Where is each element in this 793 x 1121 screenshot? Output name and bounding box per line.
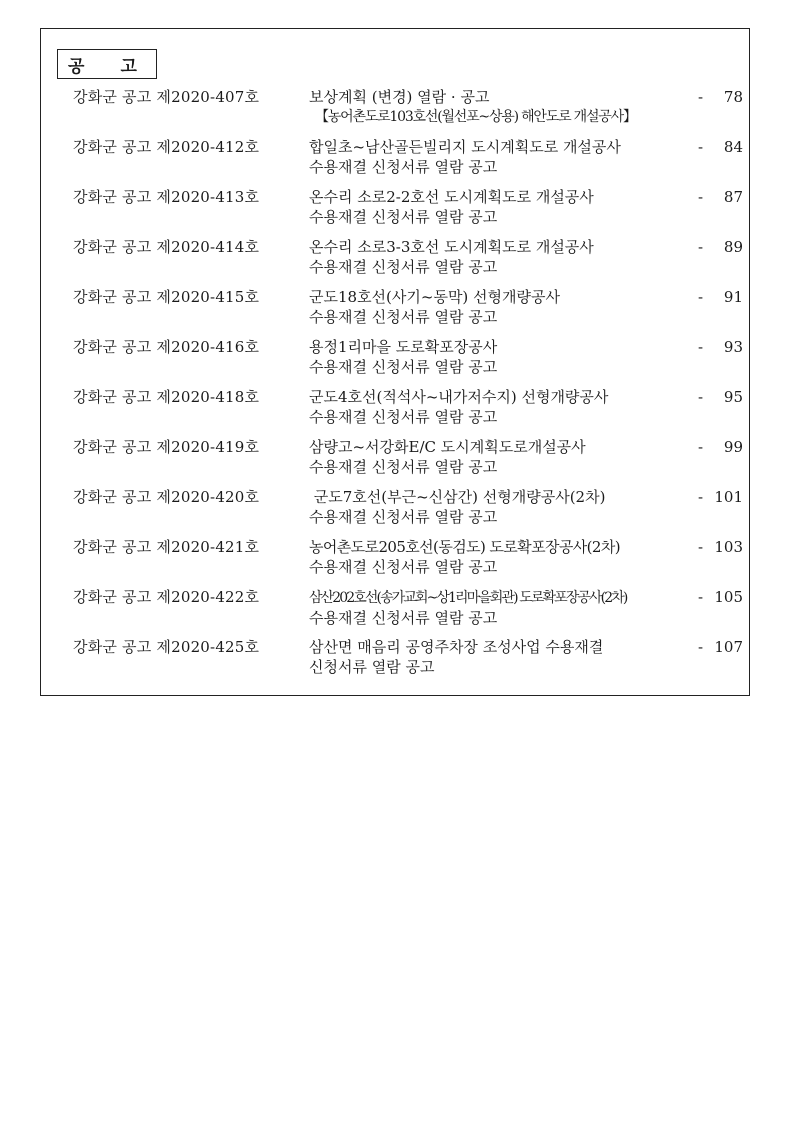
notice-title-line-1: 온수리 소로3-3호선 도시계획도로 개설공사: [309, 238, 594, 256]
leader-dash: -: [698, 138, 704, 156]
notice-title: [309, 337, 497, 377]
page-number: 95: [723, 388, 743, 406]
leader-dash: -: [698, 588, 704, 606]
leader-dash: -: [698, 338, 704, 356]
notice-title: [309, 387, 608, 427]
notice-entry: [41, 437, 749, 487]
page-number: 87: [723, 188, 743, 206]
notice-entry: [41, 87, 749, 137]
notice-title-line-2: 【농어촌도로103호선(월선포~상용) 해안도로 개설공사】: [315, 109, 636, 125]
notice-entry: [41, 287, 749, 337]
notice-title-line-2: 수용재결 신청서류 열람 공고: [309, 408, 498, 426]
notice-title-line-2: 수용재결 신청서류 열람 공고: [309, 558, 498, 576]
notice-title-line-1: 삼량고~서강화E/C 도시계획도로개설공사: [309, 438, 586, 456]
notice-number: 강화군 공고 제2020-418호: [73, 388, 260, 406]
notice-title-line-1: 보상계획 (변경) 열람 · 공고: [309, 88, 490, 106]
notice-number: 강화군 공고 제2020-407호: [73, 88, 260, 106]
notice-title-line-1: 삼산202호선(송가교회~상1리마을회관) 도로확포장공사(2차): [309, 590, 627, 606]
notice-entry: [41, 637, 749, 687]
notice-title: [309, 187, 594, 227]
page-number: 84: [723, 138, 743, 156]
notice-title: [309, 637, 603, 677]
notice-title: [309, 137, 621, 177]
notice-number: 강화군 공고 제2020-412호: [73, 138, 260, 156]
notice-number: 강화군 공고 제2020-413호: [73, 188, 260, 206]
leader-dash: -: [698, 438, 704, 456]
notice-number: 강화군 공고 제2020-422호: [73, 588, 260, 606]
leader-dash: -: [698, 288, 704, 306]
notice-number: 강화군 공고 제2020-425호: [73, 638, 260, 656]
notice-number: 강화군 공고 제2020-414호: [73, 238, 260, 256]
notice-title: [309, 87, 636, 127]
notice-number: 강화군 공고 제2020-419호: [73, 438, 260, 456]
notice-title-line-2: 수용재결 신청서류 열람 공고: [309, 258, 498, 276]
notice-title: [309, 537, 620, 577]
notice-title-line-1: 온수리 소로2-2호선 도시계획도로 개설공사: [309, 188, 594, 206]
notice-title: [309, 587, 626, 628]
notice-entry: [41, 487, 749, 537]
page-number: 89: [723, 238, 743, 256]
leader-dash: -: [698, 238, 704, 256]
notice-title: [309, 237, 594, 277]
notice-entry: [41, 587, 749, 637]
notice-title-line-1: 농어촌도로205호선(동검도) 도로확포장공사(2차): [309, 538, 620, 556]
notice-title: [309, 487, 605, 527]
page-number: 105: [714, 588, 743, 606]
notice-title-line-2: 수용재결 신청서류 열람 공고: [309, 508, 498, 526]
notice-title-line-2: 수용재결 신청서류 열람 공고: [309, 158, 498, 176]
notice-title-line-1: 군도18호선(사기~동막) 선형개량공사: [309, 288, 560, 306]
leader-dash: -: [698, 388, 704, 406]
notice-entry: [41, 337, 749, 387]
leader-dash: -: [698, 88, 704, 106]
page-number: 99: [723, 438, 743, 456]
leader-dash: -: [698, 538, 704, 556]
leader-dash: -: [698, 488, 704, 506]
page-number: 101: [714, 488, 743, 506]
notice-title-line-1: 용정1리마을 도로확포장공사: [309, 338, 498, 356]
notice-entry: [41, 237, 749, 287]
notice-title: [309, 437, 586, 477]
notice-title-line-2: 수용재결 신청서류 열람 공고: [309, 609, 498, 627]
notice-title-line-2: 수용재결 신청서류 열람 공고: [309, 308, 498, 326]
notice-title-line-1: 군도4호선(적석사~내가저수지) 선형개량공사: [309, 388, 609, 406]
notice-number: 강화군 공고 제2020-415호: [73, 288, 260, 306]
notice-title-line-2: 수용재결 신청서류 열람 공고: [309, 458, 498, 476]
notice-number: 강화군 공고 제2020-421호: [73, 538, 260, 556]
section-heading-char-2: 고: [120, 56, 137, 77]
notice-title-line-2: 수용재결 신청서류 열람 공고: [309, 208, 498, 226]
notice-entry: [41, 387, 749, 437]
notice-index-frame: [40, 28, 750, 696]
notice-number: 강화군 공고 제2020-420호: [73, 488, 260, 506]
notice-title-line-1: 삼산면 매음리 공영주차장 조성사업 수용재결: [309, 638, 604, 656]
leader-dash: -: [698, 188, 704, 206]
notice-number: 강화군 공고 제2020-416호: [73, 338, 260, 356]
leader-dash: -: [698, 638, 704, 656]
notice-title: [309, 287, 560, 327]
page-number: 93: [723, 338, 743, 356]
notice-entry: [41, 537, 749, 587]
page-number: 78: [723, 88, 743, 106]
section-heading: [57, 49, 157, 79]
notice-title-line-2: 신청서류 열람 공고: [309, 658, 435, 676]
page-number: 107: [714, 638, 743, 656]
notice-entry: [41, 187, 749, 237]
page-number: 103: [714, 538, 743, 556]
notice-entry: [41, 137, 749, 187]
page-number: 91: [723, 288, 743, 306]
notice-title-line-1: 군도7호선(부근~신삼간) 선형개량공사(2차): [309, 488, 606, 506]
section-heading-char-1: 공: [68, 56, 85, 77]
notice-title-line-1: 합일초~남산골든빌리지 도시계획도로 개설공사: [309, 138, 621, 156]
notice-title-line-2: 수용재결 신청서류 열람 공고: [309, 358, 498, 376]
